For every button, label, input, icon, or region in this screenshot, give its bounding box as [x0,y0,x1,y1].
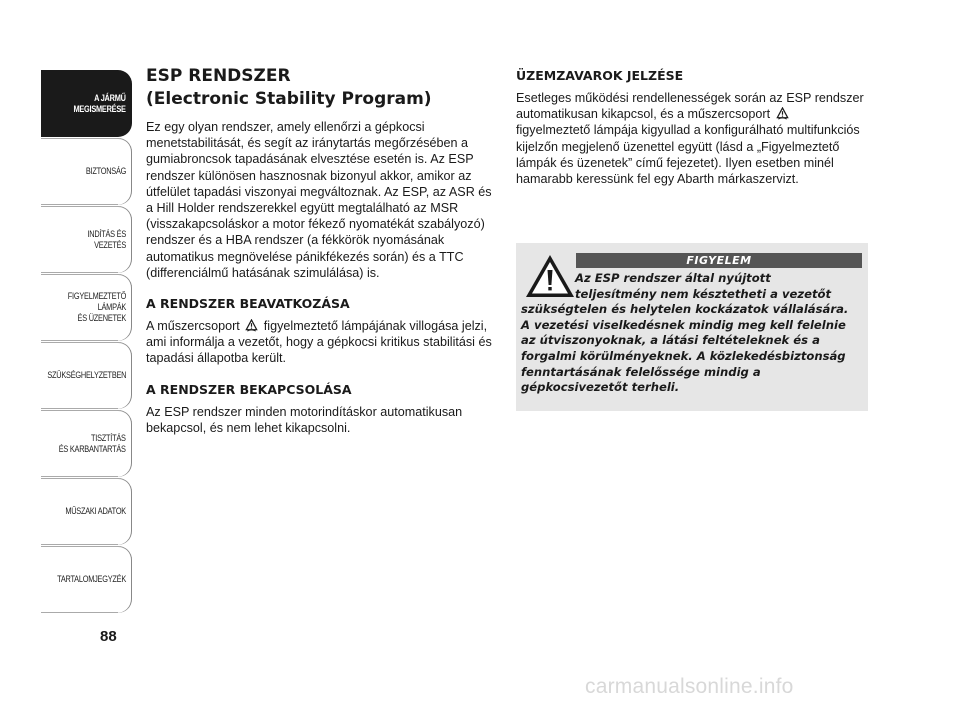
tab-label: MŰSZAKI ADATOK [65,506,126,516]
warning-line: szükségtelen és helytelen kockázatok vállalására. A vezetési viselkedésnek mindig meg kell felelnie az útviszonyoknak, a látási feltételeknek és a forgalmi körülményeknek. A közlekedésbiztonság fenntartásának felelőssége mindig a gépkocsivezetőt terheli. [521,302,849,395]
page-subtitle: (Electronic Stability Program) [146,89,432,109]
tab-maintenance[interactable] [41,410,132,477]
tab-warning-lights[interactable] [41,274,132,341]
tab-label: TARTALOMJEGYZÉK [57,574,126,584]
tab-vehicle-overview[interactable] [41,70,132,137]
tab-label: SZÜKSÉGHELYZETBEN [47,370,126,380]
tab-label: TISZTÍTÁS ÉS KARBANTARTÁS [59,432,126,454]
tab-label: FIGYELMEZTETŐ LÁMPÁK ÉS ÜZENETEK [67,291,126,323]
tab-starting-driving[interactable] [41,206,132,273]
right-column [516,68,866,187]
warning-line: teljesítmény nem késztetheti a vezetőt [575,286,832,301]
text-fragment: figyelmeztető lámpájának villogása jelzi, ami informálja a vezetőt, hogy a gépkocsi kritikus stabilitási és tapadási állapotba került. [146,319,492,366]
activation-paragraph: Az ESP rendszer minden motorindításkor automatikusan bekapcsol, és nem lehet kikapcsolni. [146,404,463,435]
tab-label: BIZTONSÁG [85,166,126,176]
warning-line: Az ESP rendszer által nyújtott [575,271,771,285]
page-title: ESP RENDSZER [146,66,291,86]
chapter-tabs [41,70,132,614]
text-fragment: Esetleges működési rendellenességek során az ESP rendszer automatikusan kikapcsol, és a műszercsoport [516,91,864,122]
tab-label: A JÁRMŰ MEGISMERÉSE [73,92,126,114]
intro-paragraph: Ez egy olyan rendszer, amely ellenőrzi a gépkocsi menetstabilitását, és segít az iránytartás megőrzésében a gumiabroncsok tapadásának elvesztése esetén is. Az ESP rendszer különösen hasznosnak bizonyul akkor, amikor az útfelület tapadási viszonyai megváltoznak. Az ESP, az ASR és a Hill Holder rendszerekkel együtt megtalálható az MSR (visszakapcsoláskor a motor fékező nyomatékát szabályozó) rendszer és a HBA rendszer (a fékkörök nyomásának automatikus megnövelése pánikfékezés során) és a TTC (differenciálmű hatásának szimulálása) is. [146,120,492,280]
tab-index[interactable] [41,546,132,613]
text-fragment: figyelmeztető lámpája kigyullad a konfigurálható multifunkciós kijelzőn megjelenő üzenettel együtt (lásd a „Figyelmeztető lámpák és üzenetek” című fejezetet). Ilyen esetben minél hamarabb keressünk fel egy Abarth márkaszervizt. [516,123,860,187]
esp-warning-icon [776,107,789,120]
intervention-paragraph [146,318,496,367]
warning-text [521,271,861,396]
tab-emergency[interactable] [41,342,132,409]
watermark: carmanualsonline.info [585,675,794,698]
tab-technical-data[interactable] [41,478,132,545]
section-heading-activation: A RENDSZER BEKAPCSOLÁSA [146,381,352,397]
page-number: 88 [100,628,117,645]
malfunction-paragraph [516,90,866,187]
tab-safety[interactable] [41,138,132,205]
section-heading-intervention: A RENDSZER BEAVATKOZÁSA [146,296,350,312]
warning-header: FIGYELEM [576,253,862,268]
esp-warning-icon [245,319,258,332]
text-fragment: A műszercsoport [146,319,240,334]
section-heading-malfunction: ÜZEMZAVAROK JELZÉSE [516,68,684,83]
tab-label: INDÍTÁS ÉS VEZETÉS [87,228,126,250]
left-column [146,65,496,436]
warning-box [516,243,868,411]
